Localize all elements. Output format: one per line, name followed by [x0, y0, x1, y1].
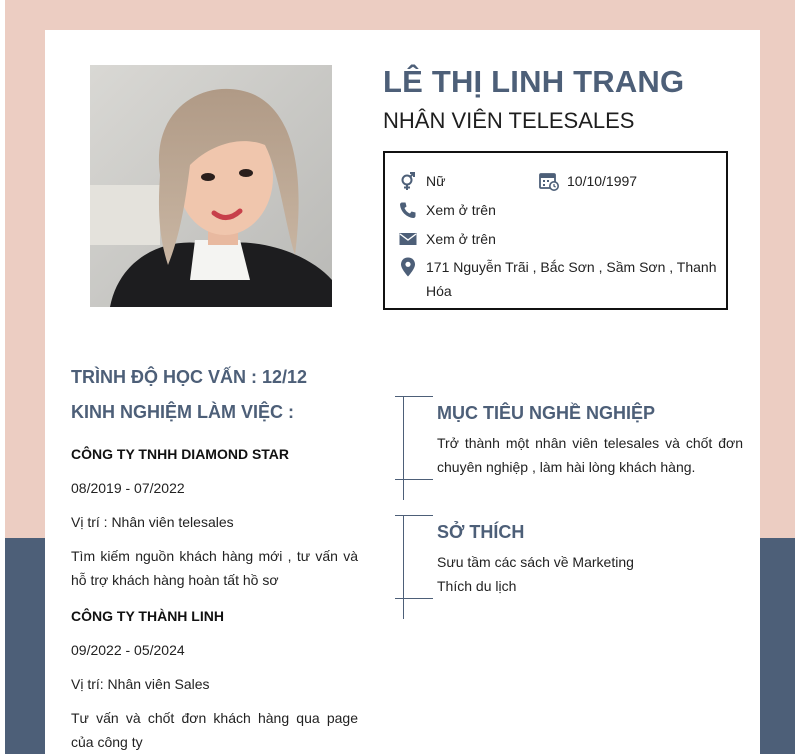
location-pin-icon: [398, 257, 418, 277]
experience-title: KINH NGHIỆM LÀM VIỆC :: [71, 402, 294, 422]
job-1-period: 08/2019 - 07/2022: [71, 480, 185, 496]
timeline-tick: [395, 598, 433, 599]
education-title: TRÌNH ĐỘ HỌC VẤN : 12/12: [71, 367, 308, 387]
hobbies-title: SỞ THÍCH: [437, 522, 525, 542]
timeline-tick: [395, 396, 433, 397]
phone-row: [398, 200, 496, 222]
hobby-item: Thích du lịch: [437, 578, 517, 594]
gender-row: [398, 171, 445, 193]
job-1-position: Vị trí : Nhân viên telesales: [71, 514, 234, 530]
timeline-tick: [395, 479, 433, 480]
email-value: Xem ở trên: [426, 231, 496, 247]
objective-text: Trở thành một nhân viên telesales và chốt đơn chuyên nghiệp , làm hài lòng khách hàng.: [437, 435, 743, 475]
gender-icon: [398, 171, 418, 191]
candidate-role: NHÂN VIÊN TELESALES: [383, 108, 635, 133]
hobby-item: Sưu tầm các sách về Marketing: [437, 554, 634, 570]
cv-sheet: [45, 30, 760, 754]
gender-value: Nữ: [426, 173, 446, 189]
calendar-icon: [539, 171, 559, 191]
job-2-company: CÔNG TY THÀNH LINH: [71, 608, 224, 624]
phone-value: Xem ở trên: [426, 202, 496, 218]
address-row: [398, 257, 718, 303]
job-1-description: Tìm kiếm nguồn khách hàng mới , tư vấn và hỗ trợ khách hàng hoàn tất hồ sơ: [71, 548, 358, 588]
job-1-company: CÔNG TY TNHH DIAMOND STAR: [71, 446, 290, 462]
candidate-name: LÊ THỊ LINH TRANG: [383, 64, 685, 99]
timeline-line-hobbies: [403, 515, 404, 619]
birthdate-value: 10/10/1997: [567, 173, 638, 189]
profile-photo: [90, 65, 332, 307]
contact-info-box: [383, 151, 728, 310]
timeline-line-objective: [403, 396, 404, 500]
mail-icon: [398, 229, 418, 249]
timeline-tick: [395, 515, 433, 516]
birthdate-row: [539, 171, 637, 193]
phone-icon: [398, 200, 418, 220]
address-value: 171 Nguyễn Trãi , Bắc Sơn , Sầm Sơn , Thanh Hóa: [426, 259, 717, 299]
job-2-position: Vị trí: Nhân viên Sales: [71, 676, 210, 692]
objective-title: MỤC TIÊU NGHỀ NGHIỆP: [437, 403, 656, 423]
job-2-description: Tư vấn và chốt đơn khách hàng qua page của công ty: [71, 710, 358, 750]
email-row: [398, 229, 496, 251]
job-2-period: 09/2022 - 05/2024: [71, 642, 185, 658]
